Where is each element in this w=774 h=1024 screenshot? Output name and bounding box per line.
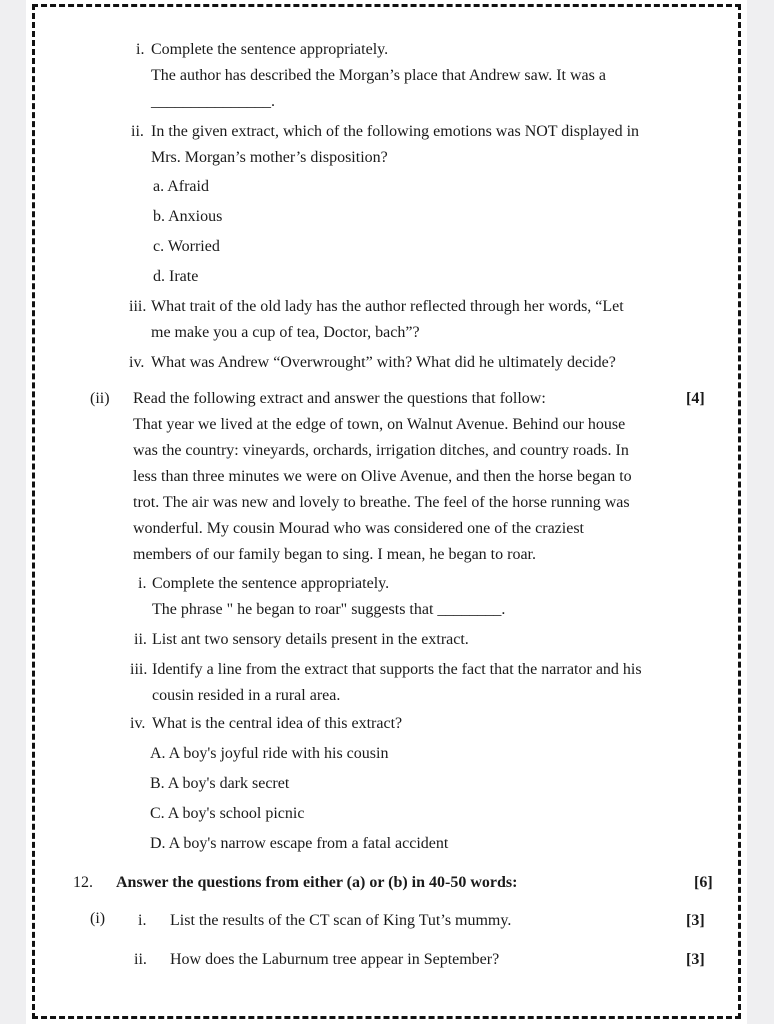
p2-q-ii-text: List ant two sensory details present in the extract. xyxy=(152,631,469,648)
p1-q-ii-option-c: c. Worried xyxy=(153,238,220,255)
p1-q-iv-text: What was Andrew “Overwrought” with? What did he ultimately decide? xyxy=(151,354,616,371)
p1-q-ii-line2: Mrs. Morgan’s mother’s disposition? xyxy=(151,149,388,166)
q12-item-marks: [3] xyxy=(686,951,705,968)
p2-q-i-text: Complete the sentence appropriately. xyxy=(152,575,390,592)
p2-q-iii-line1: Identify a line from the extract that supports the fact that the narrator and his xyxy=(152,661,642,678)
p2-extract-line: wonderful. My cousin Mourad who was considered one of the craziest xyxy=(133,520,584,537)
p2-q-iv-option-b: B. A boy's dark secret xyxy=(150,775,290,792)
q12-num: 12. xyxy=(73,874,93,891)
q12-item-text: How does the Laburnum tree appear in September? xyxy=(170,951,500,968)
p2-q-iv-option-c: C. A boy's school picnic xyxy=(150,805,305,822)
p2-extract-line: That year we lived at the edge of town, on Walnut Avenue. Behind our house xyxy=(133,416,626,433)
p2-extract-line: members of our family began to sing. I mean, he began to roar. xyxy=(133,546,536,563)
p1-q-iii-line2: me make you a cup of tea, Doctor, bach”? xyxy=(151,324,420,341)
p2-q-iv-text: What is the central idea of this extract? xyxy=(152,715,403,732)
p2-extract-line: less than three minutes we were on Olive Avenue, and then the horse began to xyxy=(133,468,632,485)
p2-q-iii-num: iii. xyxy=(130,661,148,678)
p1-q-ii-option-a: a. Afraid xyxy=(153,178,209,195)
p2-marks: [4] xyxy=(686,390,705,407)
p2-instruction: Read the following extract and answer the questions that follow: xyxy=(133,390,546,407)
p1-q-iii-line1: What trait of the old lady has the author reflected through her words, “Let xyxy=(151,298,624,315)
p2-q-i-num: i. xyxy=(138,575,147,592)
q12-marks: [6] xyxy=(694,874,713,891)
p1-q-ii-line1: In the given extract, which of the following emotions was NOT displayed in xyxy=(151,123,640,140)
p2-extract-line: trot. The air was new and lovely to breathe. The feel of the horse running was xyxy=(133,494,630,511)
p1-q-i-blank: _______________. xyxy=(151,93,275,110)
p1-q-iv-num: iv. xyxy=(129,354,145,371)
q12-sub-label: (i) xyxy=(90,910,106,927)
p2-q-i-line2: The phrase " he began to roar" suggests that ________. xyxy=(152,601,506,618)
q12-item-num: ii. xyxy=(134,951,147,968)
p1-q-iii-num: iii. xyxy=(129,298,147,315)
p1-q-ii-num: ii. xyxy=(131,123,144,140)
p1-q-ii-option-d: d. Irate xyxy=(153,268,199,285)
p1-q-ii-option-b: b. Anxious xyxy=(153,208,223,225)
p2-q-iii-line2: cousin resided in a rural area. xyxy=(152,687,341,704)
p2-q-iv-num: iv. xyxy=(130,715,146,732)
p1-q-i-line2: The author has described the Morgan’s place that Andrew saw. It was a xyxy=(151,67,606,84)
p2-extract-line: was the country: vineyards, orchards, irrigation ditches, and country roads. In xyxy=(133,442,629,459)
p2-q-iv-option-a: A. A boy's joyful ride with his cousin xyxy=(150,745,389,762)
q12-instruction: Answer the questions from either (a) or (b) in 40-50 words: xyxy=(116,874,518,891)
p2-q-iv-option-d: D. A boy's narrow escape from a fatal accident xyxy=(150,835,449,852)
q12-item-marks: [3] xyxy=(686,912,705,929)
q12-item-num: i. xyxy=(138,912,147,929)
p1-q-i-num: i. xyxy=(136,41,145,58)
p2-label: (ii) xyxy=(90,390,110,407)
p2-q-ii-num: ii. xyxy=(134,631,147,648)
p1-q-i-text: Complete the sentence appropriately. xyxy=(151,41,389,58)
q12-item-text: List the results of the CT scan of King Tut’s mummy. xyxy=(170,912,512,929)
